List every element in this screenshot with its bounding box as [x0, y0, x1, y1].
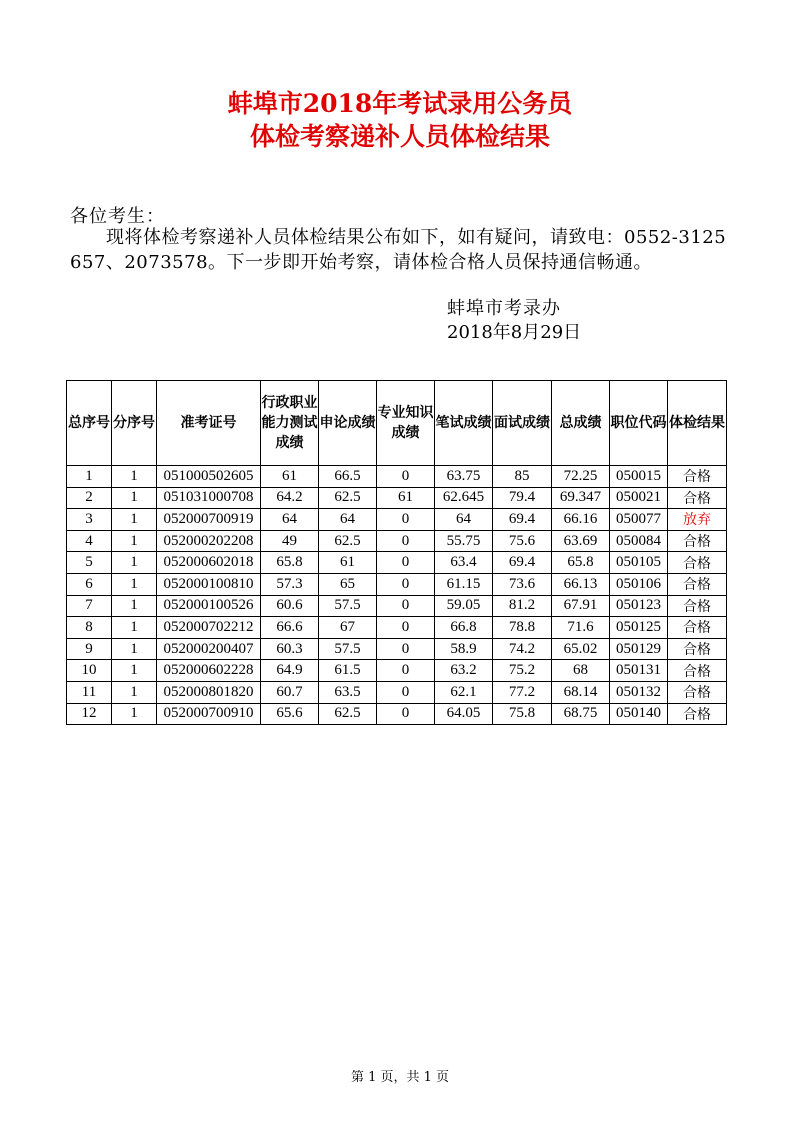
- cell-total-score: 66.16: [552, 509, 610, 531]
- cell-professional-score: 0: [377, 595, 435, 617]
- cell-professional-score: 0: [377, 552, 435, 574]
- cell-essay-score: 62.5: [319, 487, 377, 509]
- cell-exam-result: 合格: [668, 530, 727, 552]
- cell-sub-seq: 1: [112, 509, 157, 531]
- cell-interview-score: 74.2: [493, 638, 552, 660]
- table-body: [67, 466, 727, 725]
- cell-professional-score: 0: [377, 660, 435, 682]
- notice-paragraph: 现将体检考察递补人员体检结果公布如下，如有疑问，请致电：0552-3125657、2073578。下一步即开始考察，请体检合格人员保持通信畅通。: [70, 227, 727, 273]
- cell-professional-score: 0: [377, 509, 435, 531]
- cell-professional-score: 0: [377, 617, 435, 639]
- cell-total-score: 65.8: [552, 552, 610, 574]
- header-written-score: 笔试成绩: [435, 381, 493, 466]
- table-row: [67, 660, 727, 682]
- cell-written-score: 58.9: [435, 638, 493, 660]
- table-row: [67, 595, 727, 617]
- cell-position-code: 050015: [610, 466, 668, 488]
- header-sub-seq: 分序号: [112, 381, 157, 466]
- cell-exam-result: 合格: [668, 466, 727, 488]
- table-row: [67, 638, 727, 660]
- cell-exam-result: 合格: [668, 573, 727, 595]
- page-footer: 第 1 页，共 1 页: [350, 1070, 450, 1085]
- cell-position-code: 050123: [610, 595, 668, 617]
- table-row: [67, 487, 727, 509]
- cell-written-score: 63.4: [435, 552, 493, 574]
- cell-exam-id: 052000200407: [157, 638, 261, 660]
- cell-exam-id: 052000602018: [157, 552, 261, 574]
- cell-sub-seq: 1: [112, 530, 157, 552]
- signature-date: 2018年8月29日: [447, 322, 582, 343]
- table-header-row: [67, 381, 727, 466]
- cell-interview-score: 78.8: [493, 617, 552, 639]
- cell-position-code: 050106: [610, 573, 668, 595]
- cell-aptitude-score: 60.3: [261, 638, 319, 660]
- cell-total-seq: 11: [67, 681, 112, 703]
- cell-sub-seq: 1: [112, 660, 157, 682]
- cell-essay-score: 57.5: [319, 638, 377, 660]
- cell-aptitude-score: 49: [261, 530, 319, 552]
- cell-exam-result: 合格: [668, 703, 727, 725]
- cell-essay-score: 61.5: [319, 660, 377, 682]
- cell-written-score: 59.05: [435, 595, 493, 617]
- cell-exam-id: 051031000708: [157, 487, 261, 509]
- cell-interview-score: 77.2: [493, 681, 552, 703]
- cell-sub-seq: 1: [112, 595, 157, 617]
- cell-position-code: 050105: [610, 552, 668, 574]
- cell-exam-result: 合格: [668, 595, 727, 617]
- header-exam-id: 准考证号: [157, 381, 261, 466]
- cell-written-score: 55.75: [435, 530, 493, 552]
- cell-exam-result: 合格: [668, 487, 727, 509]
- cell-written-score: 63.2: [435, 660, 493, 682]
- cell-position-code: 050131: [610, 660, 668, 682]
- cell-exam-result: 合格: [668, 638, 727, 660]
- cell-total-seq: 4: [67, 530, 112, 552]
- cell-written-score: 61.15: [435, 573, 493, 595]
- cell-professional-score: 0: [377, 466, 435, 488]
- cell-interview-score: 75.2: [493, 660, 552, 682]
- cell-total-score: 71.6: [552, 617, 610, 639]
- cell-written-score: 63.75: [435, 466, 493, 488]
- cell-aptitude-score: 65.8: [261, 552, 319, 574]
- cell-exam-id: 052000100526: [157, 595, 261, 617]
- cell-total-seq: 3: [67, 509, 112, 531]
- cell-written-score: 62.645: [435, 487, 493, 509]
- cell-essay-score: 57.5: [319, 595, 377, 617]
- cell-exam-id: 052000700910: [157, 703, 261, 725]
- cell-sub-seq: 1: [112, 703, 157, 725]
- cell-interview-score: 75.6: [493, 530, 552, 552]
- cell-total-seq: 9: [67, 638, 112, 660]
- cell-total-score: 72.25: [552, 466, 610, 488]
- cell-sub-seq: 1: [112, 487, 157, 509]
- cell-essay-score: 64: [319, 509, 377, 531]
- header-position-code: 职位代码: [610, 381, 668, 466]
- header-total-seq: 总序号: [67, 381, 112, 466]
- cell-total-score: 68.75: [552, 703, 610, 725]
- cell-written-score: 66.8: [435, 617, 493, 639]
- cell-total-score: 65.02: [552, 638, 610, 660]
- table-row: [67, 552, 727, 574]
- cell-total-seq: 8: [67, 617, 112, 639]
- header-aptitude-score: 行政职业能力测试成绩: [261, 381, 319, 466]
- cell-essay-score: 62.5: [319, 703, 377, 725]
- signature-org: 蚌埠市考录办: [447, 298, 561, 319]
- cell-sub-seq: 1: [112, 466, 157, 488]
- cell-interview-score: 69.4: [493, 509, 552, 531]
- cell-total-score: 67.91: [552, 595, 610, 617]
- cell-total-seq: 1: [67, 466, 112, 488]
- cell-total-seq: 2: [67, 487, 112, 509]
- cell-professional-score: 0: [377, 638, 435, 660]
- cell-total-seq: 12: [67, 703, 112, 725]
- cell-exam-result: 合格: [668, 681, 727, 703]
- cell-aptitude-score: 61: [261, 466, 319, 488]
- cell-sub-seq: 1: [112, 681, 157, 703]
- cell-position-code: 050140: [610, 703, 668, 725]
- page-title-line1: 蚌埠市2018年考试录用公务员: [227, 89, 573, 118]
- cell-essay-score: 62.5: [319, 530, 377, 552]
- cell-written-score: 64: [435, 509, 493, 531]
- table-row: [67, 466, 727, 488]
- cell-total-score: 68.14: [552, 681, 610, 703]
- cell-interview-score: 85: [493, 466, 552, 488]
- header-total-score: 总成绩: [552, 381, 610, 466]
- greeting: 各位考生：: [70, 206, 165, 227]
- table-row: [67, 617, 727, 639]
- cell-total-seq: 5: [67, 552, 112, 574]
- cell-exam-id: 052000202208: [157, 530, 261, 552]
- cell-aptitude-score: 64: [261, 509, 319, 531]
- cell-aptitude-score: 64.9: [261, 660, 319, 682]
- cell-exam-result: 合格: [668, 617, 727, 639]
- cell-exam-result: 合格: [668, 660, 727, 682]
- cell-exam-id: 052000700919: [157, 509, 261, 531]
- cell-position-code: 050021: [610, 487, 668, 509]
- table-row: [67, 530, 727, 552]
- cell-sub-seq: 1: [112, 638, 157, 660]
- cell-exam-id: 052000702212: [157, 617, 261, 639]
- page-title-line2: 体检考察递补人员体检结果: [249, 122, 550, 151]
- cell-exam-id: 052000100810: [157, 573, 261, 595]
- cell-sub-seq: 1: [112, 617, 157, 639]
- cell-interview-score: 81.2: [493, 595, 552, 617]
- cell-position-code: 050084: [610, 530, 668, 552]
- cell-position-code: 050125: [610, 617, 668, 639]
- cell-aptitude-score: 65.6: [261, 703, 319, 725]
- cell-total-score: 69.347: [552, 487, 610, 509]
- header-professional-score: 专业知识成绩: [377, 381, 435, 466]
- cell-sub-seq: 1: [112, 552, 157, 574]
- cell-total-score: 68: [552, 660, 610, 682]
- cell-essay-score: 65: [319, 573, 377, 595]
- cell-total-score: 63.69: [552, 530, 610, 552]
- header-interview-score: 面试成绩: [493, 381, 552, 466]
- cell-position-code: 050132: [610, 681, 668, 703]
- table-row: [67, 703, 727, 725]
- header-essay-score: 申论成绩: [319, 381, 377, 466]
- cell-professional-score: 0: [377, 573, 435, 595]
- cell-written-score: 64.05: [435, 703, 493, 725]
- cell-aptitude-score: 66.6: [261, 617, 319, 639]
- cell-interview-score: 75.8: [493, 703, 552, 725]
- cell-essay-score: 67: [319, 617, 377, 639]
- cell-total-seq: 6: [67, 573, 112, 595]
- cell-written-score: 62.1: [435, 681, 493, 703]
- cell-aptitude-score: 57.3: [261, 573, 319, 595]
- cell-interview-score: 79.4: [493, 487, 552, 509]
- results-table: [66, 380, 727, 725]
- cell-essay-score: 63.5: [319, 681, 377, 703]
- cell-position-code: 050129: [610, 638, 668, 660]
- cell-professional-score: 0: [377, 703, 435, 725]
- cell-interview-score: 69.4: [493, 552, 552, 574]
- cell-exam-id: 052000801820: [157, 681, 261, 703]
- table-row: [67, 681, 727, 703]
- cell-exam-result: 合格: [668, 552, 727, 574]
- cell-aptitude-score: 64.2: [261, 487, 319, 509]
- cell-total-seq: 10: [67, 660, 112, 682]
- cell-aptitude-score: 60.6: [261, 595, 319, 617]
- cell-exam-result: 放弃: [668, 509, 727, 531]
- cell-position-code: 050077: [610, 509, 668, 531]
- cell-professional-score: 61: [377, 487, 435, 509]
- cell-total-score: 66.13: [552, 573, 610, 595]
- cell-aptitude-score: 60.7: [261, 681, 319, 703]
- cell-exam-id: 051000502605: [157, 466, 261, 488]
- cell-professional-score: 0: [377, 681, 435, 703]
- table-row: [67, 573, 727, 595]
- table-row: [67, 509, 727, 531]
- cell-exam-id: 052000602228: [157, 660, 261, 682]
- cell-interview-score: 73.6: [493, 573, 552, 595]
- header-exam-result: 体检结果: [668, 381, 727, 466]
- cell-professional-score: 0: [377, 530, 435, 552]
- cell-total-seq: 7: [67, 595, 112, 617]
- cell-essay-score: 66.5: [319, 466, 377, 488]
- cell-sub-seq: 1: [112, 573, 157, 595]
- cell-essay-score: 61: [319, 552, 377, 574]
